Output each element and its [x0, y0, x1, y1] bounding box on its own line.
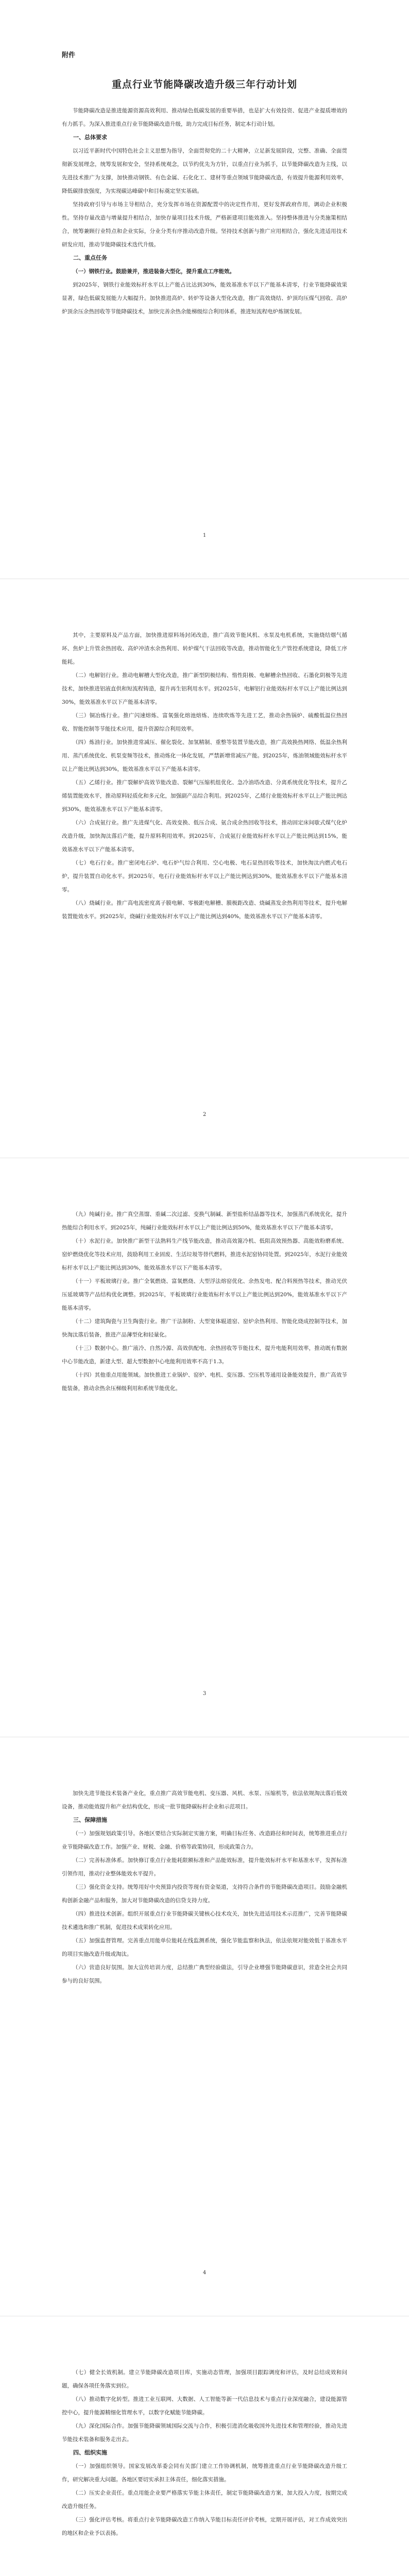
- document-page: [0, 2316, 409, 2576]
- paragraph: （四）推进技术创新。组织开展重点行业节能降碳关键核心技术攻关，加快先进适用技术示范推广，完善节能降碳技术遴选和推广机制，促进技术成果转化应用。: [62, 1911, 347, 1930]
- paragraph: （二）压实企业责任。重点用能企业要严格落实节能主体责任，制定节能降碳改造方案，加大投入力度，按期完成改造升级任务。: [62, 2490, 347, 2510]
- paragraph: （十四）其他重点用能领域。加快推进工业锅炉、窑炉、电机、变压器、空压机等通用设备能效提升，推广高效节能装备，推动余热余压梯级利用和系统节能优化。: [62, 1372, 347, 1392]
- paragraph: （七）电石行业。推广密闭电石炉、电石炉气综合利用、空心电极、电石显热回收等技术，加快淘汰内燃式电石炉，提升装置自动化水平。到2025年，电石行业能效标杆水平以上产能比例达到30%，能效基准水平以下产能基本清零。: [62, 860, 347, 893]
- paragraph: （五）乙烯行业。推广裂解炉高效节能改造、裂解气压缩机组优化、急冷油塔改造、分离系统优化等技术，提升乙烯装置能效水平，推动原料轻质化和多元化，加强副产品综合利用。到2025年，乙烯行业能效标杆水平以上产能比例达到30%，能效基准水平以下产能基本清零。: [62, 779, 347, 812]
- section-heading: 一、总体要求: [73, 134, 107, 141]
- paragraph: 其中，主要原料及产品方面，加快推进原料场封闭改造，推广高效节能风机、水泵及电机系统，实施烧结烟气循环、焦炉上升管余热回收、高炉冲渣水余热利用、转炉煤气干法回收等改造，推动智能化生产管控系统建设，降低工序能耗。: [62, 632, 347, 665]
- paragraph: （七）健全长效机制。建立节能降碳改造项目库，实施动态管理，加强项目跟踪调度和评估，及时总结成效和问题，确保各项任务落实到位。: [62, 2369, 347, 2389]
- paragraph: （一）加强组织领导。国家发展改革委会同有关部门建立工作协调机制，统筹推进重点行业节能降碳改造升级工作，研究解决重大问题。各地区要切实承担主体责任，细化落实措施。: [62, 2463, 347, 2483]
- page-body: [62, 629, 347, 923]
- attachment-label: 附件: [62, 52, 76, 59]
- page-body: [62, 1208, 347, 1395]
- page-number: 4: [202, 2270, 207, 2276]
- document-page: [0, 1737, 409, 2316]
- paragraph: （十三）数据中心。推广液冷、自然冷源、高效供配电、余热回收等节能技术，提升电能利用效率，推动既有数据中心节能改造，新建大型、超大型数据中心电能利用效率不高于1.3。: [62, 1345, 347, 1365]
- paragraph: （二）电解铝行业。推动电解槽大型化改造，推广新型阴极结构、惰性阳极、电解槽余热回收、石墨化阴极等先进技术，加快推进铝液直供和短流程铸造，提升再生铝利用水平。到2025年，电解铝行业能效标杆水平以上产能比例达到30%，能效基准水平以下产能基本清零。: [62, 672, 347, 705]
- paragraph: （九）纯碱行业。推广真空蒸馏、重碱二次过滤、变换气制碱、新型盐析结晶器等技术，加强蒸汽系统优化，提升热能综合利用水平。到2025年，纯碱行业能效标杆水平以上产能比例达到50%，能效基准水平以下产能基本清零。: [62, 1211, 347, 1231]
- subsection-heading: （一）钢铁行业。鼓励兼并，推进装备大型化，提升重点工序能效。: [73, 268, 235, 275]
- paragraph: （八）烧碱行业。推广高电流密度离子膜电解、零极距电解槽、膜极距改造、烧碱蒸发余热利用等技术，提升电解装置能效水平。到2025年，烧碱行业能效标杆水平以上产能比例达到40%，能效基准水平以下产能基本清零。: [62, 900, 347, 920]
- paragraph: （十一）平板玻璃行业。推广全氧燃烧、富氧燃烧、大型浮法熔窑优化、余热发电、配合料预热等技术，推动光伏压延玻璃等产品结构优化调整。到2025年，平板玻璃行业能效标杆水平以上产能比例达到20%，能效基准水平以下产能基本清零。: [62, 1278, 347, 1311]
- paragraph: （二）完善标准体系。加快修订重点行业能耗限额标准和产品能效标准，提升能效标杆水平和基准水平，发挥标准引领作用，推动行业整体能效水平提升。: [62, 1857, 347, 1877]
- paragraph: （十）水泥行业。加快推广新型干法熟料生产线节能改造，推动高效篦冷机、低阻高效预热器、高能效粉磨系统、窑炉燃烧优化等技术应用，鼓励利用工业固废、生活垃圾等替代燃料，推进水泥窑协同处置。到2025年，水泥行业能效标杆水平以上产能比例达到30%，能效基准水平以下产能基本清零。: [62, 1238, 347, 1271]
- paragraph: 加快先进节能技术装备产业化，重点推广高效节能电机、变压器、风机、水泵、压缩机等，依法依规淘汰落后低效设备，推动能效提升和产业结构优化，形成一批节能降碳标杆企业和示范项目。: [62, 1790, 347, 1810]
- page-body: [62, 1787, 347, 1988]
- paragraph: （八）推动数字化转型。推进工业互联网、大数据、人工智能等新一代信息技术与重点行业深度融合，建设能源管控中心，提升能源精细化管理水平，以数字化赋能节能降碳。: [62, 2396, 347, 2416]
- document-page: [0, 0, 409, 579]
- paragraph: （三）铜冶炼行业。推广闪速熔炼、富氧强化熔池熔炼、连续吹炼等先进工艺，推动余热锅炉、硫酸低温位热回收、智能控制等节能技术应用，提升资源综合利用效率。: [62, 713, 347, 732]
- section-heading: 二、重点任务: [73, 255, 107, 261]
- paragraph: （三）强化评估考核。将重点行业节能降碳改造工作纳入节能目标责任评价考核，定期开展评估，对工作成效突出的地区和企业予以表扬。: [62, 2517, 347, 2536]
- paragraph: 以习近平新时代中国特色社会主义思想为指导，全面贯彻党的二十大精神，立足新发展阶段，完整、准确、全面贯彻新发展理念，统筹发展和安全，坚持系统观念，以节约优先为方针，以重点行业为抓手，以节能降碳改造为主线，以先进技术推广为支撑，加快推动钢铁、有色金属、石化化工、建材等重点领域节能降碳改造，有效提升能源利用效率，降低碳排放强度，为实现碳达峰碳中和目标奠定坚实基础。: [62, 148, 347, 194]
- paragraph: （六）合成氨行业。推广先进煤气化、高效变换、低压合成、氨合成余热回收等技术，推动固定床间歇式煤气化炉改造升级，加快淘汰落后产能，提升原料利用效率。到2025年，合成氨行业能效标杆水平以上产能比例达到15%，能效基准水平以下产能基本清零。: [62, 820, 347, 853]
- paragraph: 坚持政府引导与市场主导相结合，充分发挥市场在资源配置中的决定性作用，更好发挥政府作用，调动企业积极性。坚持存量改造与增量提升相结合，加快存量项目技术升级，严格新建项目能效准入。坚持整体推进与分类施策相结合，统筹兼顾行业特点和企业实际，分业分类有序推动改造升级。坚持技术创新与推广应用相结合，强化先进适用技术研发应用，推动节能降碳技术迭代升级。: [62, 201, 347, 248]
- section-heading: 四、组织实施: [73, 2449, 107, 2456]
- paragraph: （十二）建筑陶瓷与卫生陶瓷行业。推广干法制粉、大型宽体辊道窑、窑炉余热利用、智能化烧成控制等技术，加快淘汰落后装备，推进产品薄型化和轻量化。: [62, 1318, 347, 1338]
- paragraph: （一）加强规划政策引导。各地区要结合实际制定实施方案，明确目标任务、改造路径和时间表，统筹推进重点行业节能降碳改造工作。加强产业、财税、金融、价格等政策协同，形成政策合力。: [62, 1831, 347, 1850]
- paragraph: （五）加强监督管理。完善重点用能单位能耗在线监测系统，强化节能监察和执法，依法依规对能效低于基准水平的项目实施改造升级或淘汰。: [62, 1938, 347, 1957]
- paragraph: （六）营造良好氛围。加大宣传培训力度，总结推广典型经验做法，引导企业增强节能降碳意识，营造全社会共同参与的良好氛围。: [62, 1964, 347, 1984]
- paragraph: 节能降碳改造是推进能源资源高效利用、推动绿色低碳发展的重要举措，也是扩大有效投资、促进产业提质增效的有力抓手。为深入推进重点行业节能降碳改造升级，助力完成目标任务，制定本行动计划。: [62, 108, 347, 127]
- paragraph: （三）强化资金支持。统筹用好中央预算内投资等现有资金渠道，支持符合条件的节能降碳改造项目。鼓励金融机构创新金融产品和服务，加大对节能降碳改造的信贷支持力度。: [62, 1884, 347, 1904]
- page-number: 2: [202, 1112, 207, 1117]
- page-number: 3: [202, 1691, 207, 1697]
- paragraph: （九）深化国际合作。加强节能降碳领域国际交流与合作，积极引进消化吸收国外先进技术和管理经验，推动先进节能技术装备和服务走出去。: [62, 2423, 347, 2443]
- document-page: [0, 1158, 409, 1737]
- page-body: [62, 49, 347, 318]
- section-heading: 三、保障措施: [73, 1817, 107, 1823]
- paragraph: 到2025年，钢铁行业能效标杆水平以上产能占比达到30%，能效基准水平以下产能基本清零，行业节能降碳效果显著，绿色低碳发展能力大幅提升。加快推进高炉、转炉等设备大型化改造，推广高效烧结、炉顶均压煤气回收、高炉炉顶余压余热回收等节能降碳技术，加快完善余热余能梯级综合利用体系，推进短流程电炉炼钢发展。: [62, 282, 347, 315]
- document-page: [0, 579, 409, 1158]
- document-title: 重点行业节能降碳改造升级三年行动计划: [111, 79, 297, 90]
- page-body: [62, 2366, 347, 2540]
- page-number: 1: [202, 533, 207, 538]
- paragraph: （四）炼油行业。加快推进常减压、催化裂化、加氢精制、重整等装置节能改造，推广高效换热网络、低温余热利用、蒸汽系统优化、机泵变频等技术，推动炼化一体化发展，严禁新增常减压产能。到2025年，炼油领域能效标杆水平以上产能比例达到30%，能效基准水平以下产能基本清零。: [62, 739, 347, 772]
